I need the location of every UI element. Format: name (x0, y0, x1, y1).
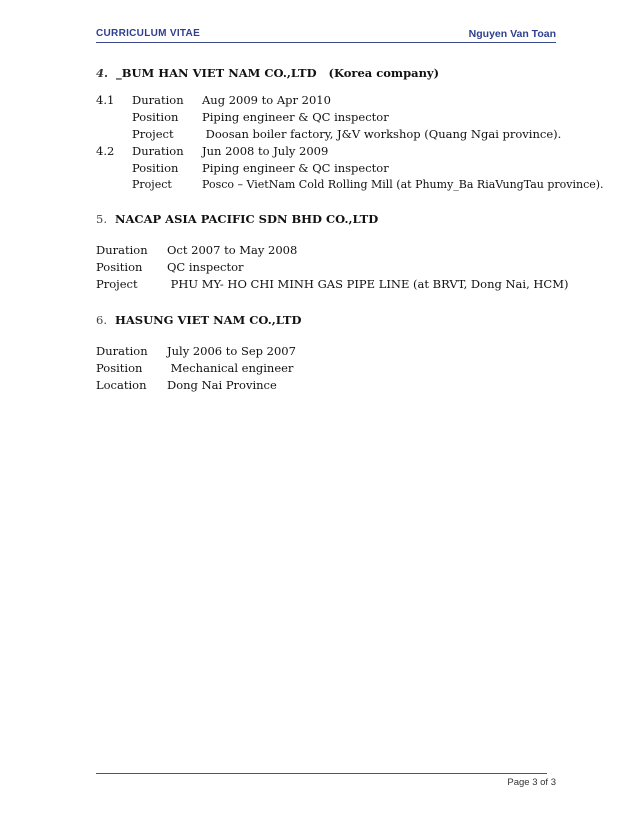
entry-index: 4.1 (96, 93, 115, 107)
section-6-title: HASUNG VIET NAM CO.,LTD (115, 313, 302, 327)
entry-value: QC inspector (167, 260, 244, 274)
section-5-title: NACAP ASIA PACIFIC SDN BHD CO.,LTD (115, 212, 379, 226)
section-5-number: 5. (96, 212, 107, 226)
entry-label: Position (132, 161, 179, 175)
section-6-heading (96, 313, 301, 327)
header-cv-title: CURRICULUM VITAE (96, 28, 201, 39)
entry-index: 4.2 (96, 144, 115, 158)
entry-label: Duration (132, 144, 184, 158)
section-6-number: 6. (96, 313, 107, 327)
entry-value: Aug 2009 to Apr 2010 (202, 93, 331, 107)
entry-value: July 2006 to Sep 2007 (167, 344, 296, 358)
header-author-name: Nguyen Van Toan (468, 28, 556, 40)
entry-value: Oct 2007 to May 2008 (167, 243, 298, 257)
section-4-number: 4. (96, 66, 109, 80)
entry-value: Dong Nai Province (167, 378, 277, 392)
section-4-heading (96, 66, 439, 80)
entry-label: Position (96, 361, 143, 375)
section-5-heading (96, 212, 378, 226)
footer-divider (96, 773, 547, 774)
entry-label: Duration (96, 344, 148, 358)
entry-label: Duration (96, 243, 148, 257)
page-header (96, 28, 556, 43)
section-4-title: _BUM HAN VIET NAM CO.,LTD (Korea company) (116, 66, 440, 80)
entry-label: Position (96, 260, 143, 274)
entry-label: Project (96, 277, 138, 291)
entry-value: PHU MY- HO CHI MINH GAS PIPE LINE (at BRVT, Dong Nai, HCM) (167, 277, 569, 291)
entry-value: Posco – VietNam Cold Rolling Mill (at Phumy_Ba RiaVungTau province). (202, 178, 604, 191)
page-number: Page 3 of 3 (507, 777, 556, 788)
entry-value: Doosan boiler factory, J&V workshop (Quang Ngai province). (202, 127, 562, 141)
entry-value: Jun 2008 to July 2009 (202, 144, 329, 158)
entry-value: Mechanical engineer (167, 361, 294, 375)
entry-label: Project (132, 178, 172, 191)
entry-label: Project (132, 127, 174, 141)
entry-value: Piping engineer & QC inspector (202, 110, 389, 124)
entry-label: Duration (132, 93, 184, 107)
entry-label: Position (132, 110, 179, 124)
entry-value: Piping engineer & QC inspector (202, 161, 389, 175)
entry-label: Location (96, 378, 147, 392)
